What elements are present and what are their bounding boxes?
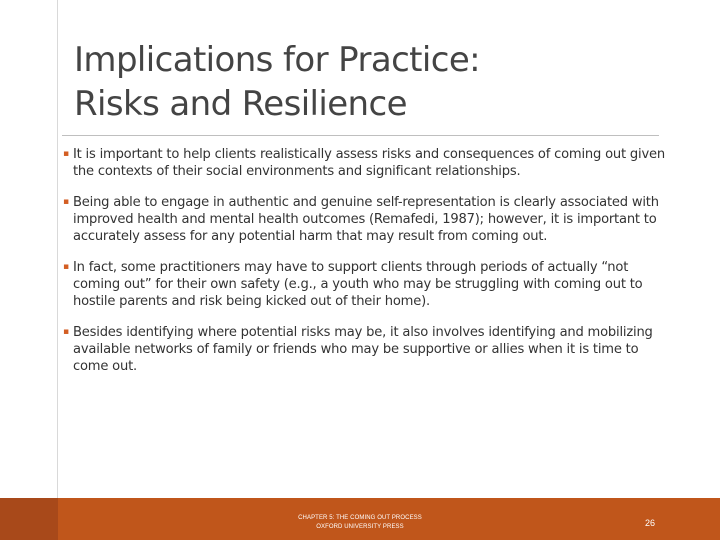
square-bullet-icon: ▪ xyxy=(63,262,69,272)
footer-bar xyxy=(0,498,720,540)
bullet-text-4: Besides identifying where potential risks may be, it also involves identifying and mobilizing available networks of family or friends who may be supportive or allies when it is time to come out. xyxy=(73,325,653,374)
square-bullet-icon: ▪ xyxy=(63,197,69,207)
bullet-item-3 xyxy=(63,259,666,310)
bullet-text-1: It is important to help clients realistically assess risks and consequences of coming out given the contexts of their social environments and significant relationships. xyxy=(73,147,665,179)
slide-title xyxy=(74,38,674,126)
left-vertical-rule xyxy=(57,0,58,498)
footer-chapter: CHAPTER 5: THE COMING OUT PROCESS xyxy=(298,515,422,521)
bullet-item-2 xyxy=(63,194,666,245)
square-bullet-icon: ▪ xyxy=(63,327,69,337)
title-divider xyxy=(62,135,659,136)
slide-title-line-2: Risks and Resilience xyxy=(74,84,407,124)
bullet-text-2: Being able to engage in authentic and genuine self-representation is clearly associated with improved health and mental health outcomes (Remafedi, 1987); however, it is important to accurately assess for any potential harm that may result from coming out. xyxy=(73,195,659,244)
footer-caption xyxy=(240,514,480,532)
bullet-list xyxy=(63,146,666,389)
slide-title-line-1: Implications for Practice: xyxy=(74,40,481,80)
bullet-item-1 xyxy=(63,146,666,180)
footer-left-block xyxy=(0,498,58,540)
bullet-text-3: In fact, some practitioners may have to support clients through periods of actually “not coming out” for their own safety (e.g., a youth who may be struggling with coming out to hostile parents and risk being kicked out of their home). xyxy=(73,260,643,309)
bullet-item-4 xyxy=(63,324,666,375)
footer-publisher: OXFORD UNIVERSITY PRESS xyxy=(316,524,404,530)
page-number: 26 xyxy=(644,518,655,528)
square-bullet-icon: ▪ xyxy=(63,149,69,159)
